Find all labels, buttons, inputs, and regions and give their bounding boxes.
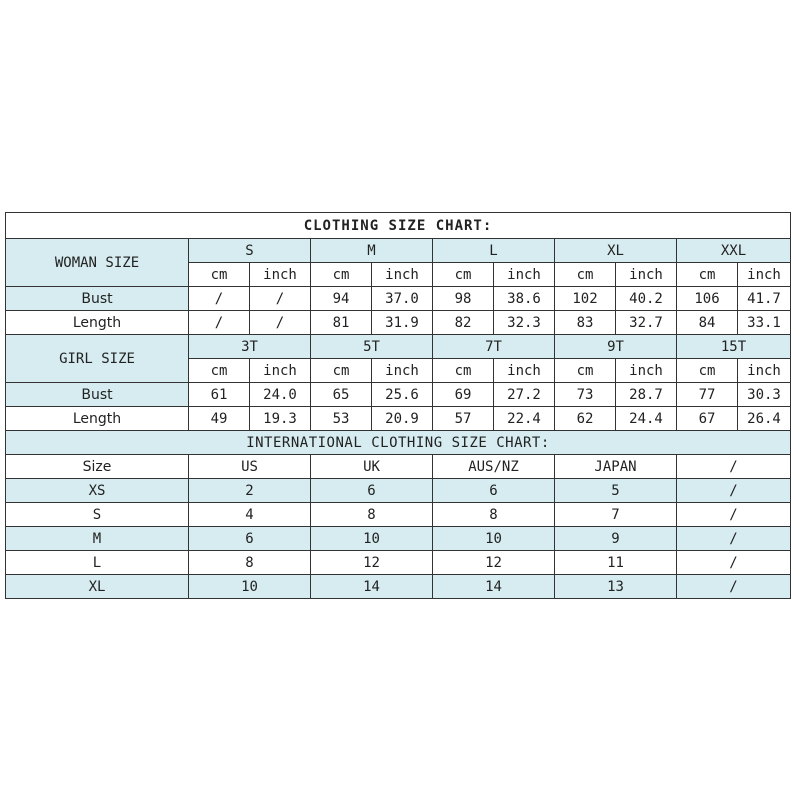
table-cell: 41.7 xyxy=(738,287,791,311)
table-cell: 28.7 xyxy=(616,383,677,407)
table-cell: 9 xyxy=(555,527,677,551)
woman-bust-row xyxy=(6,287,791,311)
unit-inch: inch xyxy=(250,263,311,287)
table-cell: / xyxy=(250,287,311,311)
table-cell: 10 xyxy=(311,527,433,551)
table-cell: / xyxy=(677,503,791,527)
row-label-length: Length xyxy=(6,311,189,335)
table-cell: 24.0 xyxy=(250,383,311,407)
woman-size-header-row xyxy=(6,239,791,263)
table-cell: 31.9 xyxy=(372,311,433,335)
table-cell: 61 xyxy=(189,383,250,407)
table-cell: 84 xyxy=(677,311,738,335)
unit-cm: cm xyxy=(311,359,372,383)
woman-size-xl: XL xyxy=(555,239,677,263)
girl-size-label: GIRL SIZE xyxy=(6,335,189,383)
table-cell: / xyxy=(677,479,791,503)
table-cell: 6 xyxy=(433,479,555,503)
table-row xyxy=(6,527,791,551)
table-cell: 33.1 xyxy=(738,311,791,335)
row-label-bust: Bust xyxy=(6,287,189,311)
table-cell: 77 xyxy=(677,383,738,407)
table-cell: 11 xyxy=(555,551,677,575)
row-label-length: Length xyxy=(6,407,189,431)
table-cell: 32.3 xyxy=(494,311,555,335)
woman-size-l: L xyxy=(433,239,555,263)
table-cell: 67 xyxy=(677,407,738,431)
table-cell: / xyxy=(677,551,791,575)
international-header-row xyxy=(6,455,791,479)
table-cell: / xyxy=(250,311,311,335)
table-cell: 49 xyxy=(189,407,250,431)
column-header-uk: UK xyxy=(311,455,433,479)
table-cell: 5 xyxy=(555,479,677,503)
unit-inch: inch xyxy=(494,263,555,287)
unit-inch: inch xyxy=(616,359,677,383)
table-cell: / xyxy=(677,575,791,599)
table-cell: 65 xyxy=(311,383,372,407)
girl-size-header-row xyxy=(6,335,791,359)
table-cell: 57 xyxy=(433,407,494,431)
table-cell: 7 xyxy=(555,503,677,527)
column-header-us: US xyxy=(189,455,311,479)
size-label-s: S xyxy=(6,503,189,527)
table-cell: 82 xyxy=(433,311,494,335)
table-row xyxy=(6,551,791,575)
table-cell: 53 xyxy=(311,407,372,431)
unit-cm: cm xyxy=(433,359,494,383)
girl-bust-row xyxy=(6,383,791,407)
table-cell: 40.2 xyxy=(616,287,677,311)
table-cell: 30.3 xyxy=(738,383,791,407)
table-cell: 10 xyxy=(189,575,311,599)
table-cell: / xyxy=(189,311,250,335)
size-label-xl: XL xyxy=(6,575,189,599)
size-chart-table xyxy=(5,212,791,599)
girl-size-9t: 9T xyxy=(555,335,677,359)
unit-cm: cm xyxy=(677,263,738,287)
table-cell: 73 xyxy=(555,383,616,407)
table-cell: 106 xyxy=(677,287,738,311)
unit-inch: inch xyxy=(372,359,433,383)
unit-inch: inch xyxy=(250,359,311,383)
table-cell: 2 xyxy=(189,479,311,503)
table-cell: 102 xyxy=(555,287,616,311)
table-cell: 10 xyxy=(433,527,555,551)
table-cell: 8 xyxy=(311,503,433,527)
unit-cm: cm xyxy=(677,359,738,383)
table-cell: / xyxy=(189,287,250,311)
international-title-row xyxy=(6,431,791,455)
table-cell: 94 xyxy=(311,287,372,311)
title-row xyxy=(6,213,791,239)
unit-cm: cm xyxy=(311,263,372,287)
column-header-empty: / xyxy=(677,455,791,479)
girl-size-7t: 7T xyxy=(433,335,555,359)
table-cell: 22.4 xyxy=(494,407,555,431)
unit-inch: inch xyxy=(738,263,791,287)
table-cell: 12 xyxy=(311,551,433,575)
table-cell: 69 xyxy=(433,383,494,407)
table-cell: / xyxy=(677,527,791,551)
girl-size-3t: 3T xyxy=(189,335,311,359)
unit-inch: inch xyxy=(738,359,791,383)
size-label-m: M xyxy=(6,527,189,551)
unit-cm: cm xyxy=(189,359,250,383)
table-cell: 32.7 xyxy=(616,311,677,335)
unit-cm: cm xyxy=(555,263,616,287)
woman-size-label: WOMAN SIZE xyxy=(6,239,189,287)
table-cell: 81 xyxy=(311,311,372,335)
unit-cm: cm xyxy=(433,263,494,287)
table-cell: 6 xyxy=(189,527,311,551)
table-cell: 37.0 xyxy=(372,287,433,311)
table-cell: 4 xyxy=(189,503,311,527)
table-cell: 8 xyxy=(189,551,311,575)
table-cell: 25.6 xyxy=(372,383,433,407)
table-cell: 13 xyxy=(555,575,677,599)
unit-cm: cm xyxy=(555,359,616,383)
girl-size-5t: 5T xyxy=(311,335,433,359)
column-header-size: Size xyxy=(6,455,189,479)
table-cell: 38.6 xyxy=(494,287,555,311)
girl-length-row xyxy=(6,407,791,431)
table-cell: 14 xyxy=(311,575,433,599)
column-header-japan: JAPAN xyxy=(555,455,677,479)
column-header-aus-nz: AUS/NZ xyxy=(433,455,555,479)
table-cell: 24.4 xyxy=(616,407,677,431)
table-cell: 27.2 xyxy=(494,383,555,407)
table-cell: 98 xyxy=(433,287,494,311)
unit-inch: inch xyxy=(494,359,555,383)
table-row xyxy=(6,575,791,599)
size-label-l: L xyxy=(6,551,189,575)
row-label-bust: Bust xyxy=(6,383,189,407)
table-cell: 62 xyxy=(555,407,616,431)
woman-size-m: M xyxy=(311,239,433,263)
table-cell: 19.3 xyxy=(250,407,311,431)
table-cell: 26.4 xyxy=(738,407,791,431)
table-cell: 8 xyxy=(433,503,555,527)
unit-cm: cm xyxy=(189,263,250,287)
unit-inch: inch xyxy=(372,263,433,287)
chart-title: CLOTHING SIZE CHART: xyxy=(6,213,791,239)
table-row xyxy=(6,479,791,503)
table-row xyxy=(6,503,791,527)
table-cell: 20.9 xyxy=(372,407,433,431)
woman-size-xxl: XXL xyxy=(677,239,791,263)
girl-size-15t: 15T xyxy=(677,335,791,359)
table-cell: 14 xyxy=(433,575,555,599)
size-label-xs: XS xyxy=(6,479,189,503)
table-cell: 83 xyxy=(555,311,616,335)
unit-inch: inch xyxy=(616,263,677,287)
woman-size-s: S xyxy=(189,239,311,263)
woman-length-row xyxy=(6,311,791,335)
international-title: INTERNATIONAL CLOTHING SIZE CHART: xyxy=(6,431,791,455)
table-cell: 12 xyxy=(433,551,555,575)
table-cell: 6 xyxy=(311,479,433,503)
